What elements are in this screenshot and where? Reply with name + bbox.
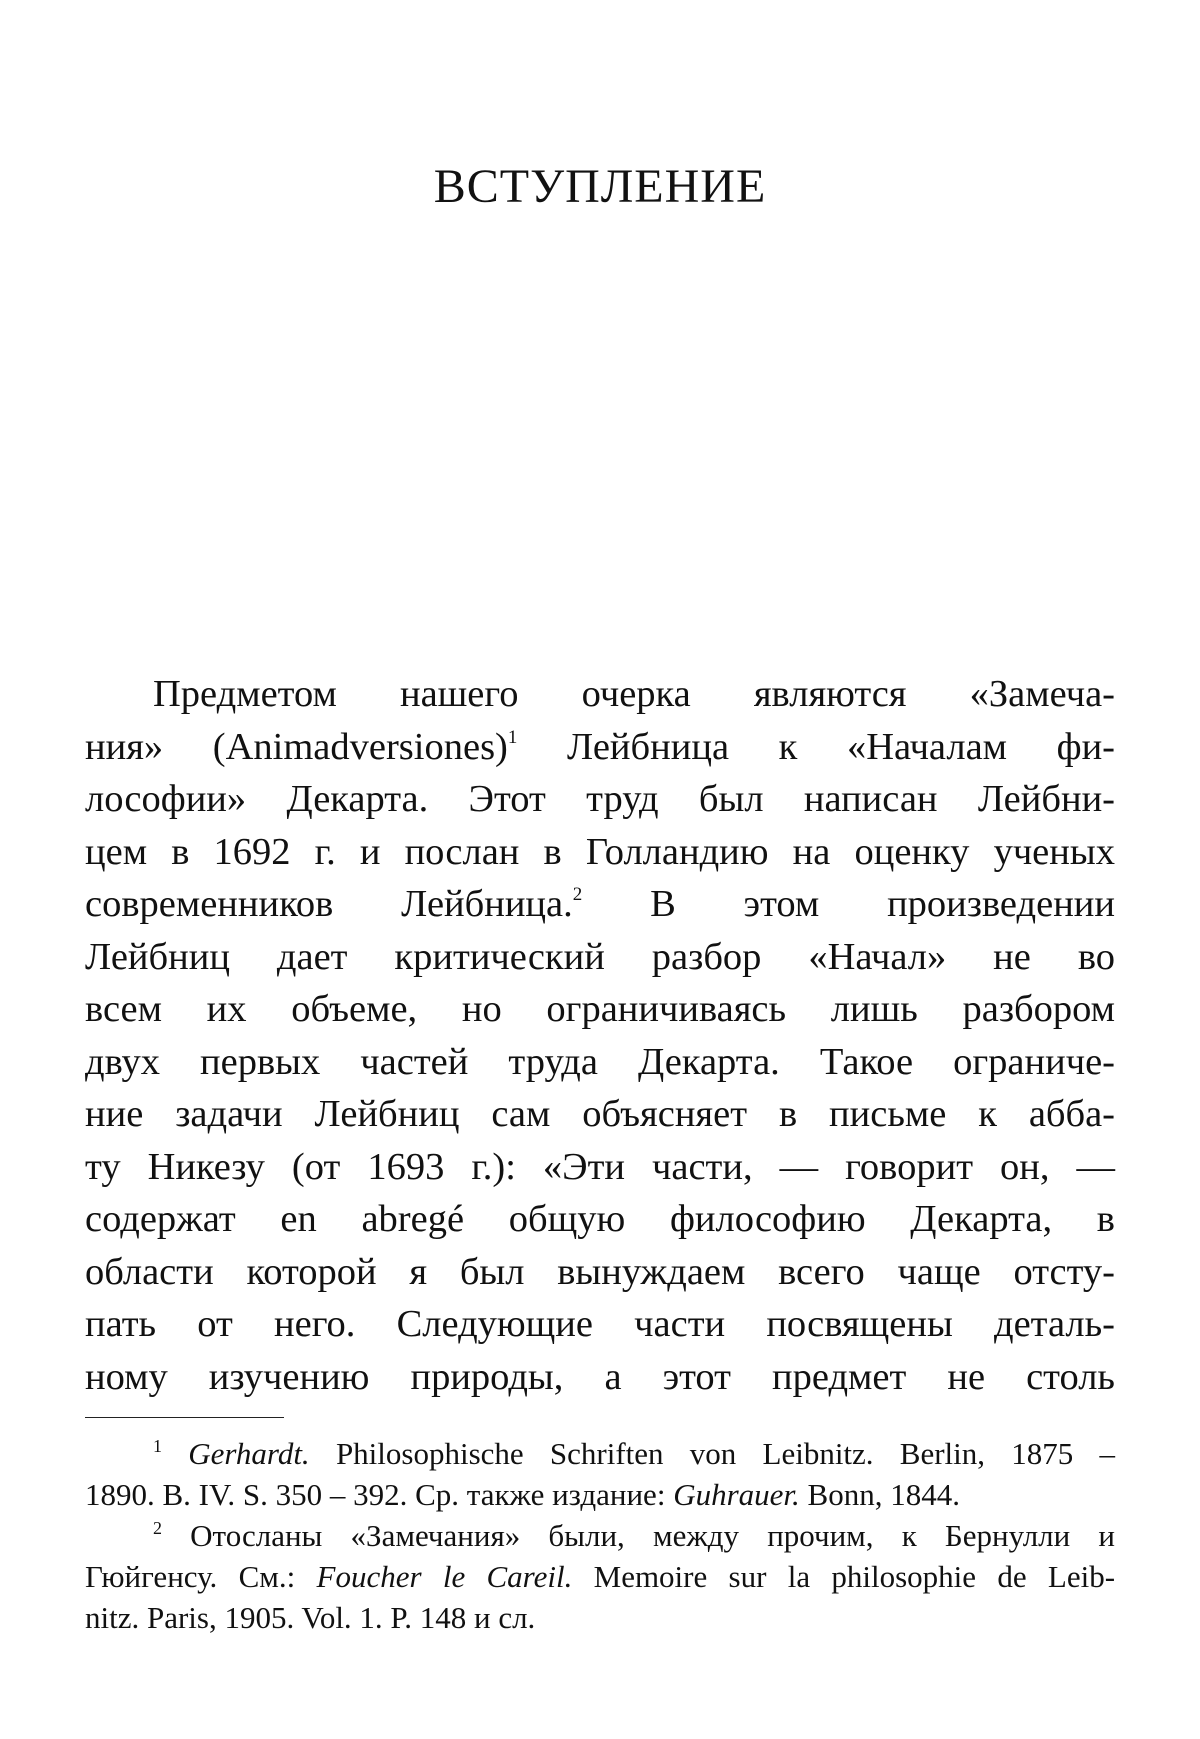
- body-text: [85, 668, 1115, 1403]
- footnote-number: 1: [153, 1436, 162, 1456]
- text-line: области которой я был вынуждаем всего чаще отсту-: [85, 1250, 1115, 1293]
- text-line: пать от него. Следующие части посвящены деталь-: [85, 1303, 1115, 1345]
- footnote-2-cont: Гюйгенсу. См.: Foucher le Careil. Memoire sur la philosophie de Leib-: [85, 1559, 1116, 1594]
- text-line: цем в 1692 г. и послан в Голландию на оценку ученых: [85, 830, 1115, 873]
- footnote-marker: 2: [572, 884, 583, 905]
- text-line: двух первых частей труда Декарта. Такое ограниче-: [85, 1040, 1115, 1083]
- footnote-separator: [85, 1417, 284, 1418]
- footnote-1: $^1$ Gerhardt. Philosophische Schriften von Leibnitz. Berlin, 1875 –: [153, 1436, 1116, 1471]
- footnote-number: 2: [153, 1518, 162, 1538]
- text-line: современников Лейбница.$^2$ В этом произведении: [85, 883, 1116, 925]
- text-line: Лейбниц дает критический разбор «Начал» не во: [85, 935, 1115, 978]
- text-line: ту Никезу (от 1693 г.): «Эти части, — говорит он, —: [85, 1145, 1115, 1188]
- text-line: ние задачи Лейбниц сам объясняет в письме к абба-: [85, 1093, 1115, 1135]
- text-line: ния» (Animadversiones)$^1$ Лейбница к «Началам фи-: [85, 725, 1116, 768]
- text-line: содержат en abregé общую философию Декарта, в: [85, 1198, 1115, 1240]
- footnote-1-cont: 1890. B. IV. S. 350 – 392. Ср. также издание: Guhrauer. Bonn, 1844.: [85, 1477, 960, 1512]
- footnote-marker: 1: [507, 726, 518, 748]
- text-line: ному изучению природы, а этот предмет не столь: [85, 1355, 1115, 1398]
- text-line: всем их объеме, но ограничиваясь лишь разбором: [85, 988, 1115, 1030]
- footnotes: [85, 1433, 1115, 1638]
- text-line: лософии» Декарта. Этот труд был написан Лейбни-: [85, 778, 1115, 820]
- footnote-2-cont: nitz. Paris, 1905. Vol. 1. P. 148 и сл.: [85, 1600, 536, 1635]
- footnote-2: $^2$ Отосланы «Замечания» были, между прочим, к Бернулли и: [153, 1518, 1116, 1553]
- text-line: Предметом нашего очерка являются «Замеча-: [153, 673, 1115, 715]
- chapter-title: ВСТУПЛЕНИЕ: [433, 160, 767, 213]
